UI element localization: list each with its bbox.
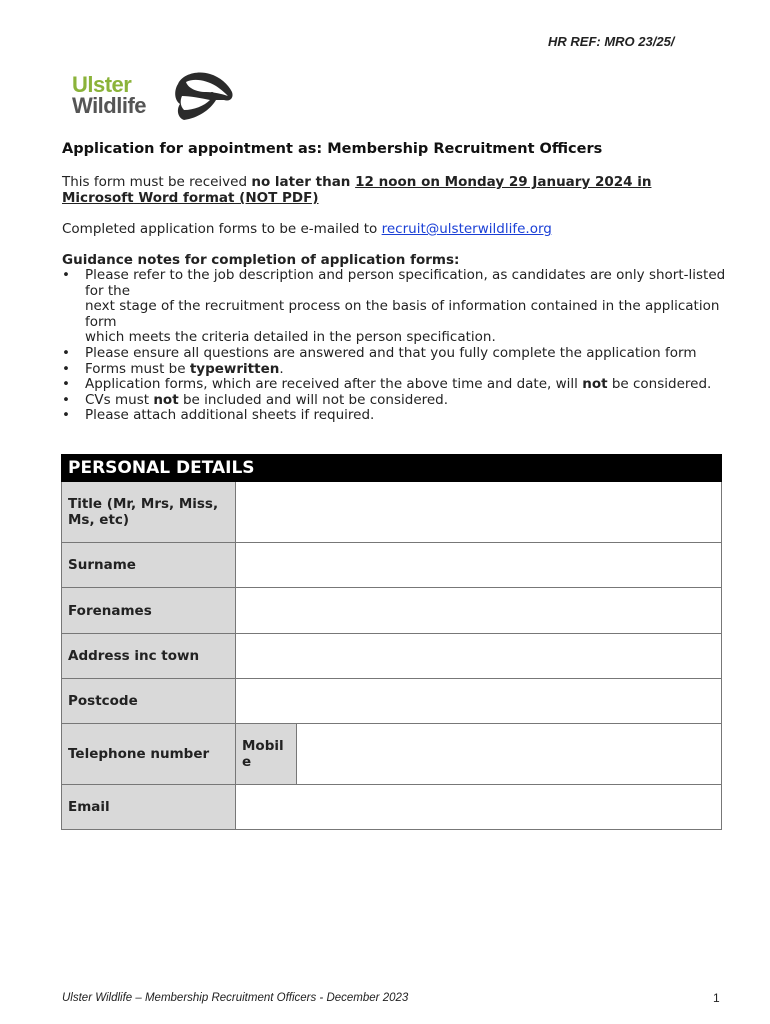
address-field[interactable]	[236, 634, 722, 679]
guidance-heading: Guidance notes for completion of application forms:	[62, 252, 460, 268]
email-field[interactable]	[236, 785, 722, 830]
forenames-field[interactable]	[236, 588, 722, 634]
guidance-text: CVs must	[85, 391, 154, 408]
guidance-text: .	[279, 360, 284, 377]
list-item	[62, 408, 762, 424]
mobile-label-part: Mobil	[242, 738, 284, 754]
ulster-wildlife-logo	[72, 70, 242, 122]
mobile-label-part: e	[242, 754, 252, 770]
surname-field[interactable]	[236, 543, 722, 588]
email-prefix: Completed application forms to be e-mailed to	[62, 221, 382, 237]
logo-line-2: Wildlife	[72, 93, 147, 118]
guidance-line: form	[85, 313, 117, 330]
title-field[interactable]	[236, 482, 722, 543]
guidance-emphasis: typewritten	[189, 360, 280, 377]
badger-icon	[172, 70, 236, 122]
mobile-field[interactable]	[297, 724, 722, 785]
personal-details-heading: PERSONAL DETAILS	[62, 455, 722, 482]
guidance-text: be included and will not be considered.	[178, 391, 449, 408]
logo-line-1: Ulster	[72, 72, 132, 97]
mobile-label	[236, 724, 297, 785]
list-item	[62, 268, 762, 346]
guidance-emphasis: not	[153, 391, 179, 408]
guidance-line: • Please refer to the job description and person specification, as candidates are only short-listed	[85, 267, 726, 283]
list-item	[62, 362, 762, 378]
surname-label: Surname	[62, 543, 236, 588]
guidance-text: Forms must be	[85, 360, 190, 377]
postcode-label: Postcode	[62, 679, 236, 724]
deadline-bold: no later than	[251, 174, 356, 190]
guidance-text: Please attach additional sheets if required.	[85, 407, 375, 424]
email-instruction	[62, 221, 552, 237]
guidance-list	[62, 268, 762, 424]
deadline-format: Microsoft Word format (NOT PDF)	[62, 190, 319, 206]
deadline-date: 12 noon on Monday 29 January 2024 in	[355, 174, 652, 190]
title-label: Title (Mr, Mrs, Miss, Ms, etc)	[62, 482, 236, 543]
guidance-text: Please ensure all questions are answered and that you fully complete the application form	[85, 344, 697, 361]
guidance-notes	[62, 252, 762, 424]
guidance-line: next stage of the recruitment process on the basis of information contained in the application	[85, 298, 720, 315]
postcode-field[interactable]	[236, 679, 722, 724]
hr-reference: HR REF: MRO 23/25/	[548, 34, 675, 49]
forenames-label: Forenames	[62, 588, 236, 634]
address-label: Address inc town	[62, 634, 236, 679]
guidance-line: for the	[85, 282, 131, 299]
page-number: 1	[713, 991, 720, 1005]
logo-wordmark	[72, 74, 146, 116]
guidance-line: which meets the criteria detailed in the person specification.	[85, 329, 496, 346]
list-item	[62, 393, 762, 409]
list-item	[62, 377, 762, 393]
personal-details-table	[61, 454, 722, 830]
telephone-label: Telephone number	[62, 724, 236, 785]
email-label: Email	[62, 785, 236, 830]
list-item	[62, 346, 762, 362]
guidance-text: be considered.	[607, 376, 712, 393]
guidance-text: Application forms, which are received after the above time and date, will	[85, 376, 583, 393]
deadline-prefix: This form must be received	[62, 174, 252, 190]
deadline-notice	[62, 174, 712, 206]
recruit-email-link[interactable]: recruit@ulsterwildlife.org	[381, 221, 552, 237]
guidance-emphasis: not	[582, 376, 608, 393]
page-footer: Ulster Wildlife – Membership Recruitment Officers - December 2023	[62, 992, 409, 1004]
page-title: Application for appointment as: Membership Recruitment Officers	[62, 141, 603, 157]
